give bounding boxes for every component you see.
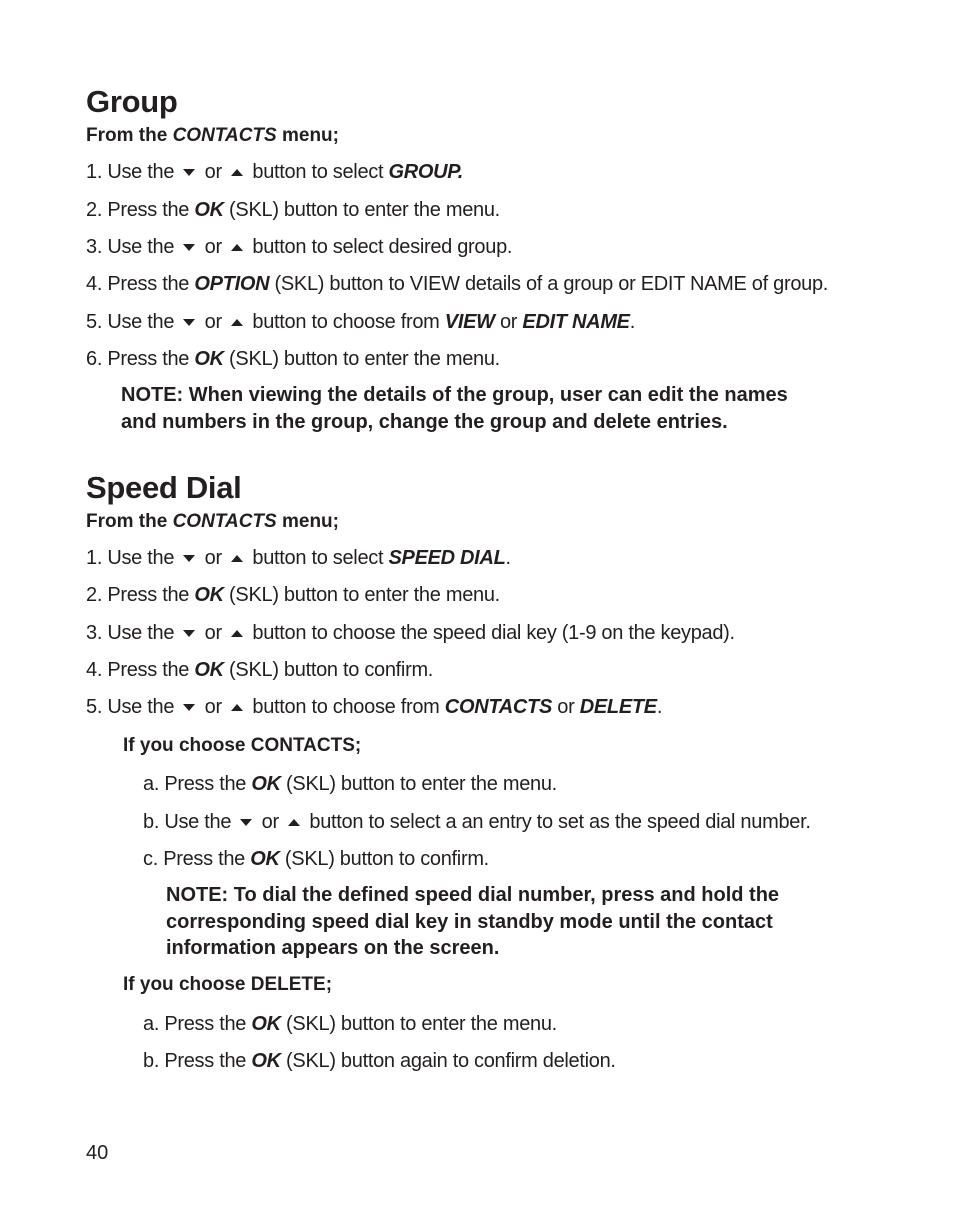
section-title-group: Group [86,84,178,119]
speed-dial-step-5: 5. Use the or button to choose from CONTACTS or DELETE. [86,696,663,718]
up-arrow-icon [231,319,243,326]
up-arrow-icon [231,244,243,251]
down-arrow-icon [183,319,195,326]
down-arrow-icon [183,630,195,637]
group-step-5: 5. Use the or button to choose from VIEW or EDIT NAME. [86,311,635,333]
down-arrow-icon [183,244,195,251]
down-arrow-icon [240,819,252,826]
if-delete-heading: If you choose DELETE; [123,974,333,995]
speed-dial-intro: From the CONTACTS menu; [86,511,339,532]
up-arrow-icon [231,630,243,637]
speed-dial-step-3: 3. Use the or button to choose the speed dial key (1-9 on the keypad). [86,622,735,644]
down-arrow-icon [183,555,195,562]
up-arrow-icon [288,819,300,826]
delete-step-b: b. Press the OK (SKL) button again to confirm deletion. [143,1050,616,1072]
group-step-4: 4. Press the OPTION (SKL) button to VIEW details of a group or EDIT NAME of group. [86,273,829,295]
up-arrow-icon [231,555,243,562]
if-contacts-heading: If you choose CONTACTS; [123,735,362,756]
group-step-3: 3. Use the or button to select desired group. [86,236,513,258]
up-arrow-icon [231,169,243,176]
group-step-6: 6. Press the OK (SKL) button to enter the menu. [86,348,500,370]
up-arrow-icon [231,704,243,711]
speed-dial-step-1: 1. Use the or button to select SPEED DIAL. [86,547,511,569]
group-intro: From the CONTACTS menu; [86,125,339,146]
down-arrow-icon [183,169,195,176]
page-number: 40 [86,1142,109,1164]
speed-dial-step-2: 2. Press the OK (SKL) button to enter the menu. [86,584,500,606]
down-arrow-icon [183,704,195,711]
speed-dial-note: NOTE: To dial the defined speed dial number, press and hold the corresponding speed dial key in standby mode until the contact information appears on the screen. [166,884,780,959]
group-step-1: 1. Use the or button to select GROUP. [86,161,464,183]
contacts-step-c: c. Press the OK (SKL) button to confirm. [143,848,489,870]
delete-step-a: a. Press the OK (SKL) button to enter the menu. [143,1013,557,1035]
contacts-step-a: a. Press the OK (SKL) button to enter the menu. [143,773,557,795]
group-note: NOTE: When viewing the details of the group, user can edit the names and numbers in the group, change the group and delete entries. [121,384,788,433]
group-step-2: 2. Press the OK (SKL) button to enter the menu. [86,199,500,221]
section-title-speed-dial: Speed Dial [86,470,242,505]
contacts-step-b: b. Use the or button to select a an entry to set as the speed dial number. [143,811,811,833]
speed-dial-step-4: 4. Press the OK (SKL) button to confirm. [86,659,434,681]
